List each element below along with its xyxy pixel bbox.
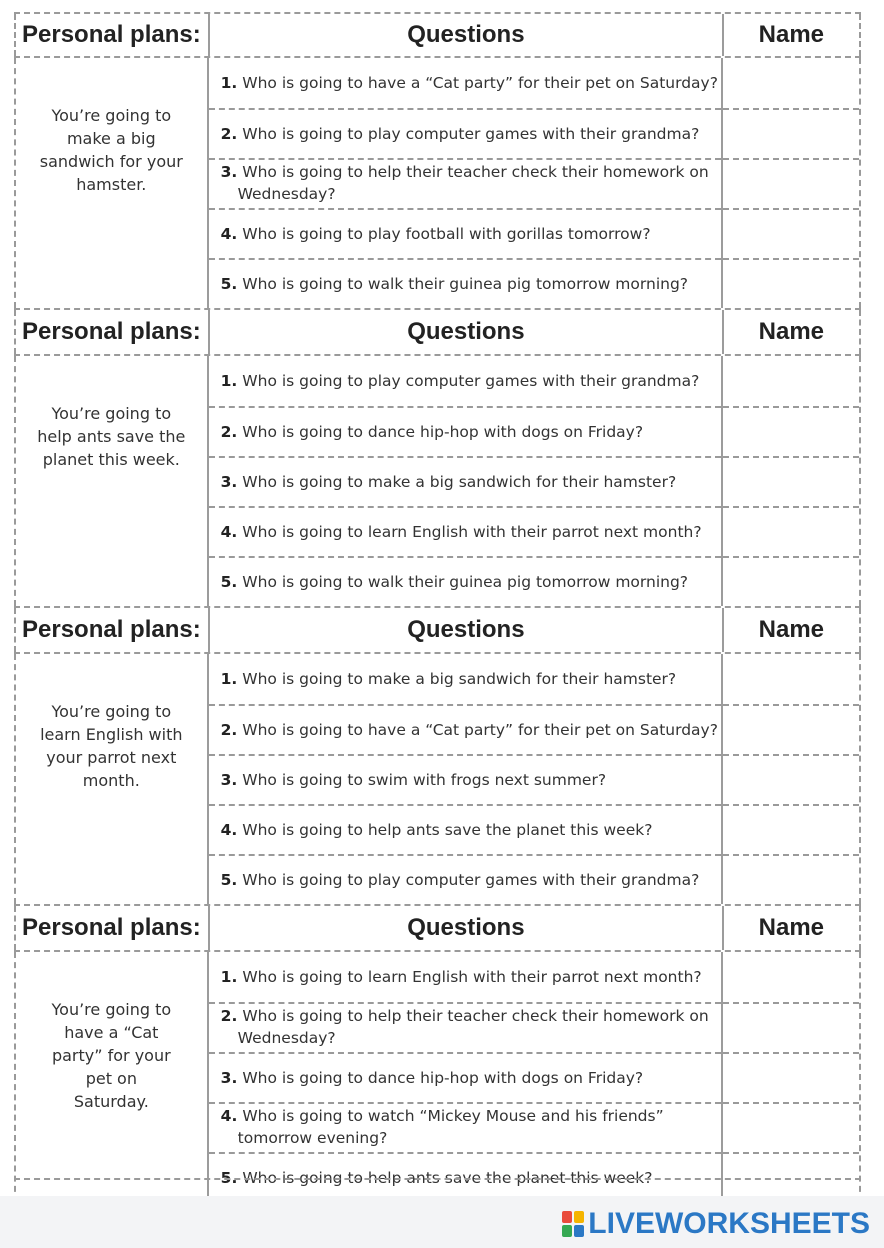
question-row: 2. Who is going to play computer games with their grandma? bbox=[209, 108, 722, 158]
name-answer-field[interactable] bbox=[723, 1002, 859, 1052]
questions-heading: Questions bbox=[208, 608, 722, 652]
question-row: 2. Who is going to dance hip-hop with dogs on Friday? bbox=[209, 406, 722, 456]
question-row: 5. Who is going to play computer games with their grandma? bbox=[209, 854, 722, 904]
brand-name: LIVEWORKSHEETS bbox=[588, 1207, 870, 1240]
liveworksheets-logo-icon bbox=[562, 1211, 584, 1237]
question-row: 5. Who is going to help ants save the planet this week? bbox=[209, 1152, 722, 1202]
header-row bbox=[14, 904, 861, 950]
name-answer-field[interactable] bbox=[723, 754, 859, 804]
name-answer-field[interactable] bbox=[723, 804, 859, 854]
question-row: 1. Who is going to play computer games with their grandma? bbox=[220, 372, 700, 390]
question-row: 4. Who is going to help ants save the planet this week? bbox=[209, 804, 722, 854]
name-answer-field[interactable] bbox=[723, 704, 859, 754]
personal-plans-heading: Personal plans: bbox=[14, 310, 208, 354]
personal-plans-heading: Personal plans: bbox=[14, 608, 208, 652]
name-answer-field[interactable] bbox=[723, 1052, 859, 1102]
worksheet bbox=[14, 12, 861, 1202]
name-answer-field[interactable] bbox=[723, 406, 859, 456]
questions-heading: Questions bbox=[208, 906, 722, 950]
question-row: 1. Who is going to learn English with their parrot next month? bbox=[220, 968, 702, 986]
question-row: 5. Who is going to walk their guinea pig tomorrow morning? bbox=[209, 258, 722, 308]
name-answer-field[interactable] bbox=[723, 208, 859, 258]
name-answer-field[interactable] bbox=[723, 158, 859, 208]
personal-plans-heading: Personal plans: bbox=[14, 906, 208, 950]
logo-square-icon bbox=[574, 1211, 584, 1223]
name-answer-field[interactable] bbox=[723, 854, 859, 904]
plan-block-2 bbox=[14, 308, 861, 606]
question-row: 3. Who is going to make a big sandwich for their hamster? bbox=[209, 456, 722, 506]
name-answer-field[interactable] bbox=[723, 58, 859, 108]
questions-heading: Questions bbox=[208, 14, 722, 56]
name-answer-field[interactable] bbox=[723, 356, 859, 406]
name-answer-field[interactable] bbox=[723, 258, 859, 308]
personal-plan-text: You’re going to have a “Cat party” for your pet on Saturday. bbox=[14, 952, 207, 1202]
question-row: 2. Who is going to help their teacher check their homework on Wednesday? bbox=[209, 1002, 722, 1052]
question-row: 5. Who is going to walk their guinea pig tomorrow morning? bbox=[209, 556, 722, 606]
logo-square-icon bbox=[574, 1225, 584, 1237]
liveworksheets-logo[interactable] bbox=[562, 1207, 870, 1241]
question-row: 4. Who is going to play football with gorillas tomorrow? bbox=[209, 208, 722, 258]
logo-square-icon bbox=[562, 1211, 572, 1223]
name-answer-field[interactable] bbox=[723, 654, 859, 704]
header-row bbox=[14, 308, 861, 354]
personal-plan-text: You’re going to learn English with your parrot next month. bbox=[14, 654, 207, 904]
question-row: 1. Who is going to make a big sandwich for their hamster? bbox=[220, 670, 677, 688]
question-row: 3. Who is going to help their teacher check their homework on Wednesday? bbox=[209, 158, 722, 208]
name-answer-field[interactable] bbox=[723, 1102, 859, 1152]
question-row: 4. Who is going to watch “Mickey Mouse and his friends” tomorrow evening? bbox=[209, 1102, 722, 1152]
question-row: 3. Who is going to swim with frogs next summer? bbox=[209, 754, 722, 804]
name-heading: Name bbox=[722, 14, 861, 56]
plan-block-1 bbox=[14, 12, 861, 308]
header-row bbox=[14, 606, 861, 652]
name-answer-field[interactable] bbox=[723, 506, 859, 556]
question-row: 3. Who is going to dance hip-hop with dogs on Friday? bbox=[209, 1052, 722, 1102]
name-answer-field[interactable] bbox=[723, 952, 859, 1002]
name-answer-field[interactable] bbox=[723, 1152, 859, 1202]
name-answer-field[interactable] bbox=[723, 108, 859, 158]
logo-square-icon bbox=[562, 1225, 572, 1237]
table-bottom-border bbox=[14, 1178, 861, 1180]
name-answer-field[interactable] bbox=[723, 556, 859, 606]
personal-plans-heading: Personal plans: bbox=[14, 14, 208, 56]
question-row: 4. Who is going to learn English with their parrot next month? bbox=[209, 506, 722, 556]
plan-block-4 bbox=[14, 904, 861, 1202]
plan-block-3 bbox=[14, 606, 861, 904]
question-row: 2. Who is going to have a “Cat party” for their pet on Saturday? bbox=[209, 704, 722, 754]
name-answer-field[interactable] bbox=[723, 456, 859, 506]
header-row bbox=[14, 12, 861, 56]
name-heading: Name bbox=[722, 906, 861, 950]
question-row: 1. Who is going to have a “Cat party” for their pet on Saturday? bbox=[220, 74, 718, 92]
name-heading: Name bbox=[722, 310, 861, 354]
questions-heading: Questions bbox=[208, 310, 722, 354]
personal-plan-text: You’re going to help ants save the planet this week. bbox=[14, 356, 207, 606]
name-heading: Name bbox=[722, 608, 861, 652]
personal-plan-text: You’re going to make a big sandwich for your hamster. bbox=[14, 58, 207, 308]
